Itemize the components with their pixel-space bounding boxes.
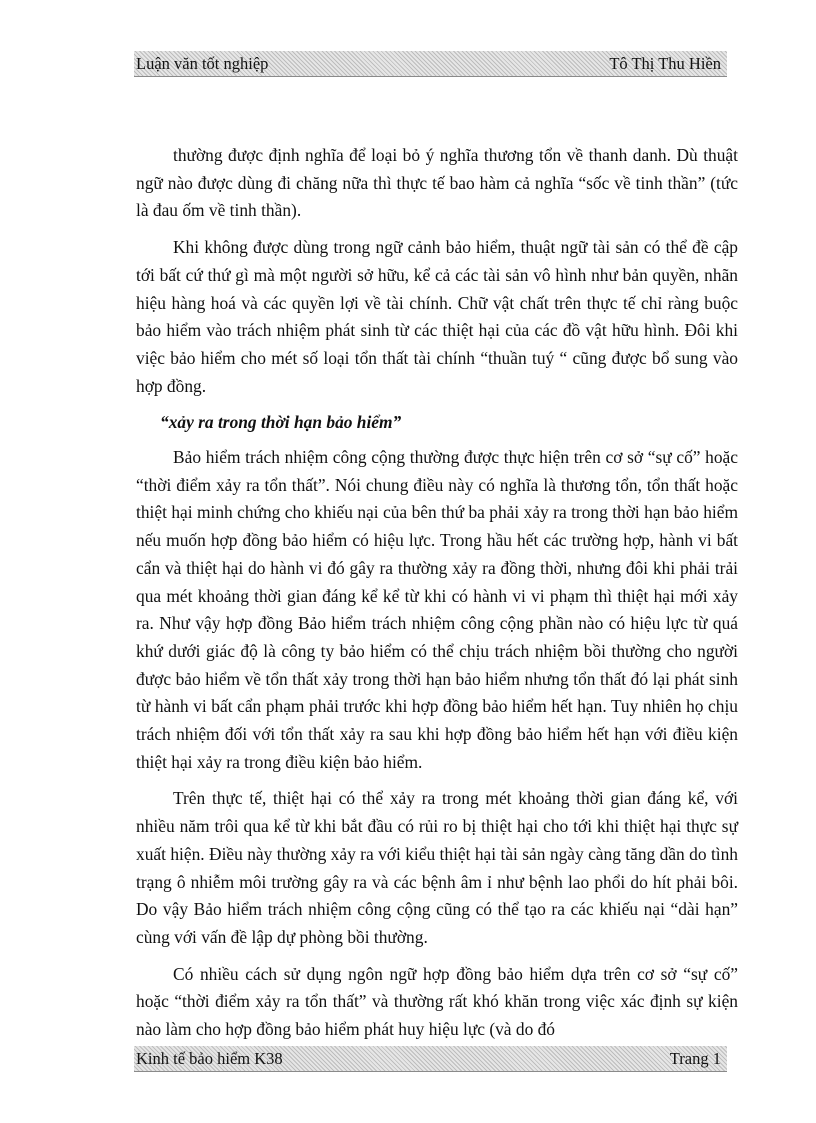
paragraph-policy-wording: Có nhiều cách sử dụng ngôn ngữ hợp đồng bảo hiểm dựa trên cơ sở “sự cố” hoặc “thời điểm xảy ra tổn thất” và thường rất khó khăn trong việc xác định sự kiện nào làm cho hợp đồng bảo hiểm phát huy hiệu lực (và do đó bbox=[136, 963, 738, 1040]
section-subheading: “xảy ra trong thời hạn bảo hiểm” bbox=[160, 412, 402, 433]
paragraph-long-tail-claims: Trên thực tế, thiệt hại có thể xảy ra trong mét khoảng thời gian đáng kể, với nhiều năm trôi qua kể từ khi bắt đầu có rủi ro bị thiệt hại cho tới khi thiệt hại thực sự xuất hiện. Điều này thường xảy ra với kiểu thiệt hại tài sản ngày càng tăng dần do tình trạng ô nhiễm môi trường gây ra và các bệnh âm ỉ như bệnh lao phổi do hít phải bôi. Do vậy Bảo hiểm trách nhiệm công cộng cũng có thể tạo ra các khiếu nại “dài hạn” cùng với vấn đề lập dự phòng bồi thường. bbox=[136, 788, 738, 947]
page-body bbox=[136, 142, 738, 1044]
header-thesis-label: Luận văn tốt nghiệp bbox=[136, 53, 269, 73]
page-footer bbox=[134, 1046, 727, 1072]
paragraph-continuation: thường được định nghĩa để loại bỏ ý nghĩa thương tổn về thanh danh. Dù thuật ngữ nào được dùng đi chăng nữa thì thực tế bao hàm cả nghĩa “sốc về tinh thần” (tức là đau ốm về tinh thần). bbox=[136, 145, 738, 221]
paragraph-occurrence-basis: Bảo hiểm trách nhiệm công cộng thường được thực hiện trên cơ sở “sự cố” hoặc “thời điểm xảy ra tổn thất”. Nói chung điều này có nghĩa là thương tổn, tổn thất hoặc thiệt hại minh chứng cho khiếu nại của bên thứ ba phải xảy ra trong thời hạn bảo hiểm nếu muốn hợp đồng bảo hiểm có hiệu lực. Trong hầu hết các trường hợp, hành vi bất cẩn và thiệt hại do hành vi đó gây ra thường xảy ra đồng thời, nhưng đôi khi phải trải qua mét khoảng thời gian đáng kể kể từ khi có hành vi vi phạm thì thiệt hại mới xảy ra. Như vậy hợp đồng Bảo hiểm trách nhiệm công cộng phần nào có hiệu lực từ quá khứ dưới giác độ là công ty bảo hiểm có thể chịu trách nhiệm bồi thường cho người được bảo hiểm về tổn thất xảy trong thời hạn bảo hiểm nhưng tổn thất đó lại phát sinh từ hành vi bất cẩn phạm phải trước khi hợp đồng bảo hiểm hết hạn. Tuy nhiên họ chịu trách nhiệm đối với tổn thất xảy ra sau khi hợp đồng bảo hiểm hết hạn với điều kiện thiệt hại xảy ra trong điều kiện bảo hiểm. bbox=[136, 447, 738, 772]
page-header bbox=[134, 51, 727, 77]
page-number: Trang 1 bbox=[669, 1048, 721, 1068]
header-author-name: Tô Thị Thu Hiền bbox=[609, 53, 721, 73]
footer-course-label: Kinh tế bảo hiểm K38 bbox=[136, 1048, 283, 1068]
paragraph-property-definition: Khi không được dùng trong ngữ cảnh bảo hiểm, thuật ngữ tài sản có thể đề cập tới bất cứ thứ gì mà một người sở hữu, kể cả các tài sản vô hình như bản quyền, nhãn hiệu hàng hoá và các quyền lợi về tài chính. Chữ vật chất trên thực tế chỉ ràng buộc bảo hiểm vào trách nhiệm phát sinh từ các thiệt hại của các đồ vật hữu hình. Đôi khi việc bảo hiểm cho mét số loại tổn thất tài chính “thuần tuý “ cũng được bổ sung vào hợp đồng. bbox=[136, 237, 738, 396]
